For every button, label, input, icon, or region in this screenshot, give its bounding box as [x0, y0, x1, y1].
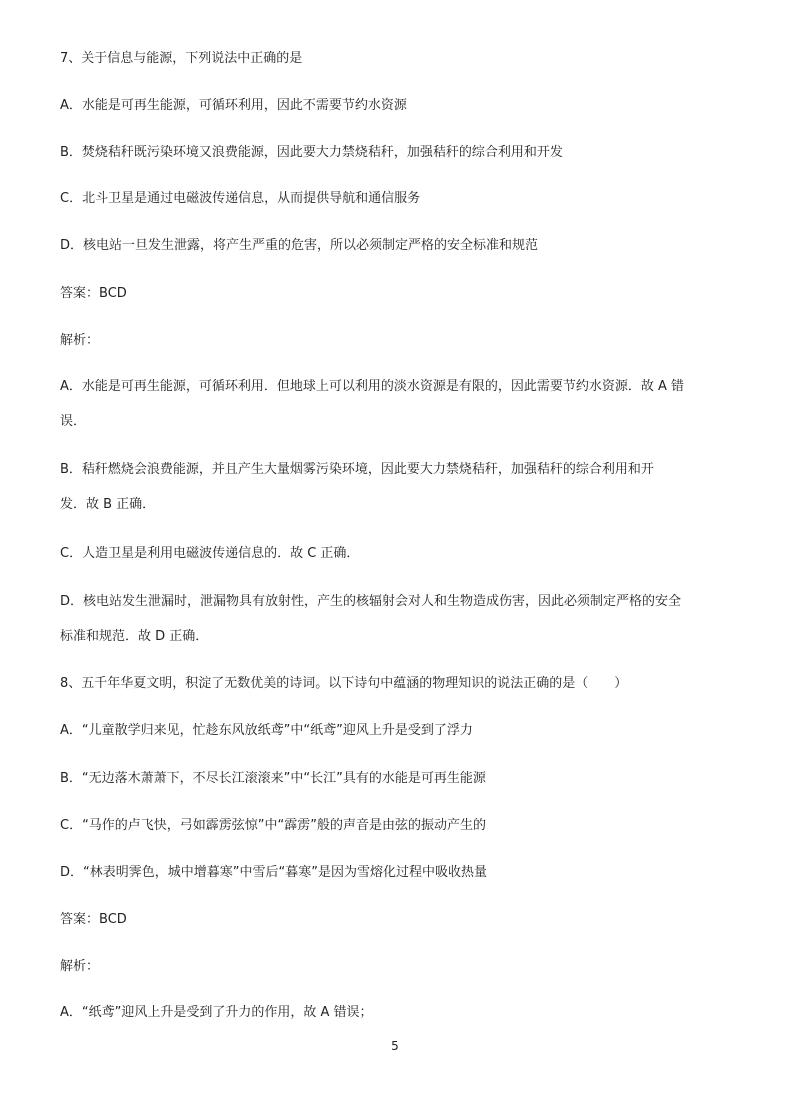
- q7-analysis-line: A．水能是可再生能源，可循环利用．但地球上可以利用的淡水资源是有限的，因此需要节约水资源．故 A 错: [60, 379, 685, 394]
- q8-option-b: B．“无边落木萧萧下，不尽长江滚滚来”中“长江”具有的水能是可再生能源: [60, 771, 486, 786]
- q8-stem: 8、五千年华夏文明，积淀了无数优美的诗词。以下诗句中蕴涵的物理知识的说法正确的是（ ）: [60, 676, 628, 691]
- q7-analysis-line: B．秸秆燃烧会浪费能源，并且产生大量烟雾污染环境，因此要大力禁烧秸秆，加强秸秆的综合利用和开: [60, 462, 654, 477]
- q8-analysis-line: A．“纸鸢”迎风上升是受到了升力的作用，故 A 错误；: [60, 1005, 373, 1020]
- q7-stem: 7、关于信息与能源，下列说法中正确的是: [60, 51, 303, 66]
- q7-analysis-line: 误．: [60, 414, 87, 429]
- q8-option-a: A．“儿童散学归来见，忙趁东风放纸鸢”中“纸鸢”迎风上升是受到了浮力: [60, 723, 473, 738]
- q7-option-d: D．核电站一旦发生泄露，将产生严重的危害，所以必须制定严格的安全标准和规范: [60, 238, 539, 253]
- page-number: 5: [391, 1039, 399, 1053]
- q7-option-c: C．北斗卫星是通过电磁波传递信息，从而提供导航和通信服务: [60, 191, 421, 206]
- q7-option-b: B．焚烧秸秆既污染环境又浪费能源，因此要大力禁烧秸秆，加强秸秆的综合利用和开发: [60, 145, 563, 160]
- q7-analysis-label: 解析：: [60, 333, 100, 348]
- q7-analysis-line: 标准和规范．故 D 正确．: [60, 629, 209, 644]
- q7-analysis-line: D．核电站发生泄漏时，泄漏物具有放射性，产生的核辐射会对人和生物造成伤害，因此必须制定严格的安全: [60, 594, 682, 609]
- q8-option-c: C．“马作的卢飞快，弓如霹雳弦惊”中“霹雳”般的声音是由弦的振动产生的: [60, 818, 487, 833]
- q8-answer: 答案：BCD: [60, 912, 127, 927]
- q7-analysis-line: 发．故 B 正确．: [60, 497, 156, 512]
- q7-analysis-line: C．人造卫星是利用电磁波传递信息的．故 C 正确．: [60, 546, 360, 561]
- q7-answer: 答案：BCD: [60, 286, 127, 301]
- q7-option-a: A．水能是可再生能源，可循环利用，因此不需要节约水资源: [60, 98, 407, 113]
- q8-option-d: D．“林表明霁色，城中增暮寒”中雪后“暮寒”是因为雪熔化过程中吸收热量: [60, 865, 487, 880]
- q8-analysis-label: 解析：: [60, 959, 100, 974]
